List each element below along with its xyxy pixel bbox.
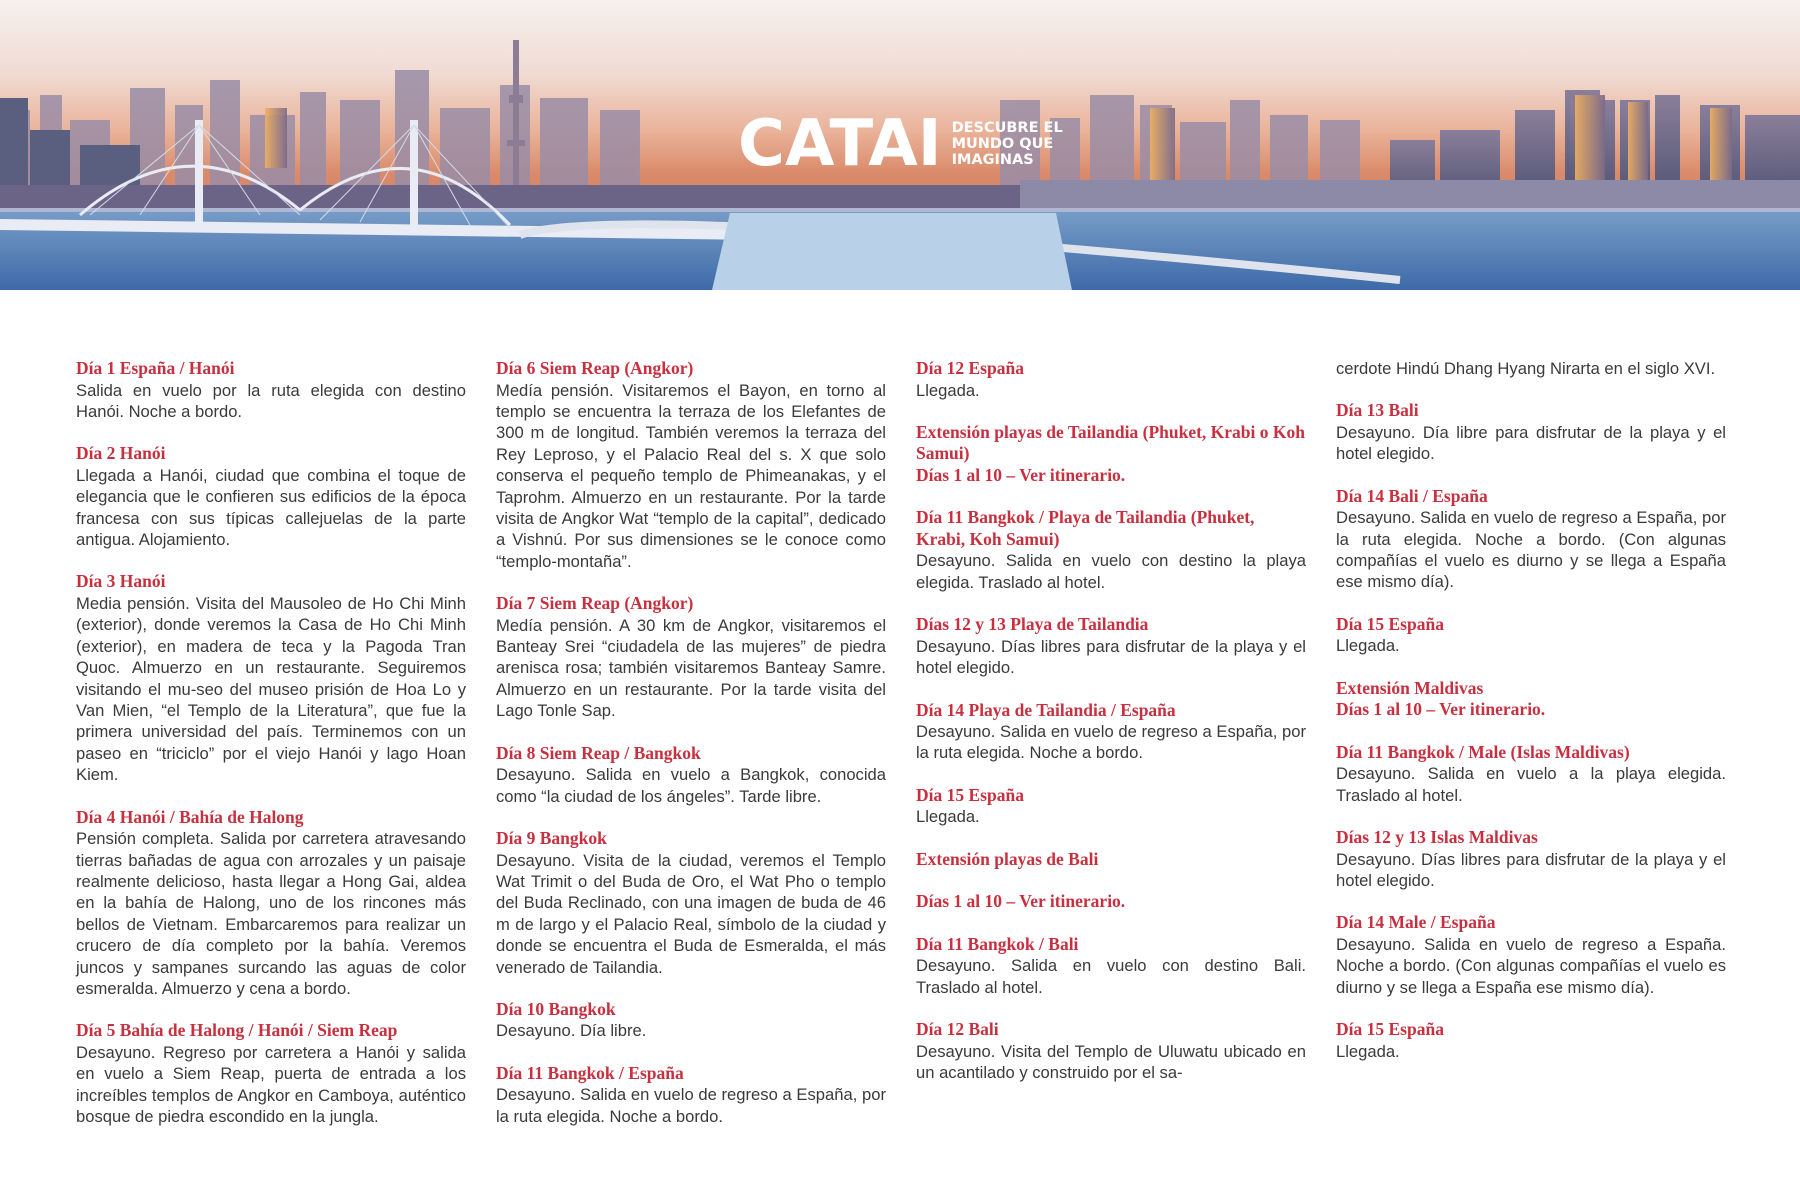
day-entry (916, 700, 1306, 764)
day-entry (1336, 614, 1726, 657)
day-title: Día 11 Bangkok / Male (Islas Maldivas) (1336, 741, 1630, 762)
day-title: Día 13 Bali (1336, 400, 1419, 421)
extension-heading-line: Días 1 al 10 – Ver itinerario. (916, 464, 1126, 485)
day-description: Llegada. (1336, 636, 1400, 656)
day-entry (1336, 486, 1726, 593)
day-title: Día 11 Bangkok / Bali (916, 933, 1079, 954)
banner-tab (712, 213, 1072, 290)
day-title: Día 14 Playa de Tailandia / España (916, 699, 1176, 720)
day-title: Día 15 España (916, 784, 1024, 805)
day-entry (76, 1020, 466, 1127)
day-description: Desayuno. Salida en vuelo a Bangkok, conocida como “la ciudad de los ángeles”. Tarde libre. (496, 765, 886, 806)
day-entry (1336, 358, 1726, 379)
day-entry (496, 1063, 886, 1127)
day-title: Día 10 Bangkok (496, 998, 616, 1019)
day-description: Medía pensión. A 30 km de Angkor, visitaremos el Banteay Srei “ciudadela de las mujeres” de piedra arenisca rosa; también visitaremos Banteay Samre. Almuerzo en un restaurante. Por la tarde visita del Lago Tonle Sap. (496, 615, 886, 721)
day-description: Desayuno. Salida en vuelo de regreso a España, por la ruta elegida. Noche a bordo. (496, 1085, 886, 1126)
extension-heading-line: Días 1 al 10 – Ver itinerario. (916, 891, 1126, 912)
brand-name: CATAI (738, 107, 942, 181)
day-description: Pensión completa. Salida por carretera atravesando tierras bañadas de agua con arrozales y un paisaje realmente delicioso, hasta llegar a Hong Gai, aldea en la bahía de Halong, uno de los rincones más bellos de Vietnam. Embarcaremos para realizar un crucero de día completo por la bahía. Veremos juncos y sampanes surcando las aguas de color esmeralda. Almuerzo y cena a bordo. (76, 829, 466, 998)
day-title: Día 4 Hanói / Bahía de Halong (76, 806, 304, 827)
day-title: Días 12 y 13 Playa de Tailandia (916, 614, 1149, 635)
itinerary (76, 358, 1726, 1158)
day-entry (1336, 827, 1726, 891)
day-title: Día 2 Hanói (76, 443, 166, 464)
itinerary-column-2 (496, 358, 886, 1148)
day-title: Día 5 Bahía de Halong / Hanói / Siem Reap (76, 1020, 398, 1041)
day-entry (496, 358, 886, 572)
day-title: Día 14 Male / España (1336, 912, 1496, 933)
day-description: Desayuno. Salida en vuelo de regreso a España. Noche a bordo. (Con algunas compañías el vuelo es diurno y se llega a España ese mismo día). (1336, 934, 1726, 997)
day-entry (1336, 400, 1726, 464)
day-title: Día 3 Hanói (76, 571, 166, 592)
day-entry (916, 934, 1306, 998)
day-description: Desayuno. Regreso por carretera a Hanói y salida en vuelo a Siem Reap, puerta de entrada a los increíbles templos de Angkor en Camboya, auténtico bosque de piedra escondido en la jungla. (76, 1042, 466, 1127)
brand-tagline: DESCUBRE EL MUNDO QUE IMAGINAS (951, 120, 1063, 168)
day-title: Día 15 España (1336, 613, 1444, 634)
extension-heading-line: Días 1 al 10 – Ver itinerario. (1336, 699, 1546, 720)
day-description: Llegada. (916, 380, 980, 400)
day-description: Desayuno. Visita del Templo de Uluwatu ubicado en un acantilado y construido por el sa- (916, 1041, 1306, 1082)
day-description: Medía pensión. Visitaremos el Bayon, en torno al templo se encuentra la terraza de los Elefantes de 300 m de longitud. También veremos la terraza del Rey Leproso, y el Palacio Real del s. X que solo conserva el pequeño templo de Phimeanakas, y el Taprohm. Almuerzo en un restaurante. Por la tarde visita de Angkor Wat “templo de la capital”, dedicado a Vishnú. Por sus dimensiones se le conoce como “templo-montaña”. (496, 380, 886, 571)
day-entry (916, 358, 1306, 401)
day-description: cerdote Hindú Dhang Hyang Nirarta en el siglo XVI. (1336, 359, 1716, 378)
extension-heading (916, 849, 1306, 871)
day-description: Desayuno. Salida en vuelo de regreso a España, por la ruta elegida. Noche a bordo. (Con algunas compañías el vuelo es diurno y se llega a España ese mismo día). (1336, 508, 1726, 592)
day-entry (916, 785, 1306, 828)
extension-heading-line: Extensión Maldivas (1336, 677, 1484, 698)
day-title: Día 8 Siem Reap / Bangkok (496, 742, 701, 763)
day-description: Desayuno. Salida en vuelo con destino Bali. Traslado al hotel. (916, 956, 1306, 997)
day-entry (496, 593, 886, 722)
day-entry (1336, 1019, 1726, 1062)
day-description: Llegada. (916, 807, 980, 827)
day-title: Día 1 España / Hanói (76, 358, 235, 378)
extension-heading-line: Extensión playas de Bali (916, 848, 1099, 869)
day-entry (496, 743, 886, 807)
extension-heading (1336, 678, 1726, 721)
day-title: Día 9 Bangkok (496, 828, 607, 848)
day-title: Día 7 Siem Reap (Angkor) (496, 593, 694, 614)
day-title: Día 6 Siem Reap (Angkor) (496, 358, 694, 378)
day-title: Día 12 Bali (916, 1019, 999, 1040)
extension-heading-line: Extensión playas de Tailandia (Phuket, Krabi o Koh Samui) (916, 421, 1305, 464)
day-entry (496, 828, 886, 978)
day-description: Desayuno. Día libre. (496, 1021, 647, 1041)
day-entry (76, 358, 466, 422)
day-description: Llegada a Hanói, ciudad que combina el toque de elegancia que le confieren sus edificios de la época francesa con sus típicas callejuelas de la parte antigua. Alojamiento. (76, 465, 466, 550)
day-description: Desayuno. Salida en vuelo de regreso a España, por la ruta elegida. Noche a bordo. (916, 722, 1306, 763)
header-banner (0, 0, 1800, 290)
day-title: Día 14 Bali / España (1336, 485, 1488, 506)
itinerary-column-4 (1336, 358, 1726, 1083)
day-description: Desayuno. Salida en vuelo a la playa elegida. Traslado al hotel. (1336, 764, 1726, 805)
day-description: Desayuno. Salida en vuelo con destino la playa elegida. Traslado al hotel. (916, 551, 1306, 592)
day-entry (1336, 912, 1726, 998)
day-entry (916, 614, 1306, 678)
day-title: Día 15 España (1336, 1019, 1444, 1040)
itinerary-column-3 (916, 358, 1306, 1104)
day-description: Llegada. (1336, 1041, 1400, 1061)
day-description: Desayuno. Días libres para disfrutar de la playa y el hotel elegido. (1336, 849, 1726, 890)
day-title: Días 12 y 13 Islas Maldivas (1336, 827, 1538, 848)
day-description: Desayuno. Visita de la ciudad, veremos el Templo Wat Trimit o del Buda de Oro, el Wat Pho o templo del Buda Reclinado, con una imagen de buda de 46 m de largo y el Palacio Real, símbolo de la ciudad y donde se encuentra el Buda de Esmeralda, el más venerado de Tailandia. (496, 850, 886, 977)
brand-logo (738, 107, 1077, 181)
day-title: Día 11 Bangkok / España (496, 1062, 684, 1083)
day-entry (76, 443, 466, 550)
day-description: Salida en vuelo por la ruta elegida con destino Hanói. Noche a bordo. (76, 380, 466, 421)
day-entry (916, 1019, 1306, 1083)
day-entry (1336, 742, 1726, 806)
itinerary-column-1 (76, 358, 466, 1148)
extension-heading (916, 891, 1306, 913)
extension-heading (916, 422, 1306, 487)
day-entry (496, 999, 886, 1042)
day-entry (76, 807, 466, 1000)
day-title: Día 11 Bangkok / Playa de Tailandia (Phuket, Krabi, Koh Samui) (916, 507, 1255, 549)
day-title: Día 12 España (916, 358, 1024, 378)
day-description: Desayuno. Día libre para disfrutar de la playa y el hotel elegido. (1336, 422, 1726, 464)
day-entry (76, 571, 466, 785)
day-entry (916, 507, 1306, 593)
day-description: Desayuno. Días libres para disfrutar de la playa y el hotel elegido. (916, 636, 1306, 678)
day-description: Media pensión. Visita del Mausoleo de Ho Chi Minh (exterior), donde veremos la Casa de Ho Chi Minh (exterior), en madera de teca y la Pagoda Tran Quoc. Almuerzo en un restaurante. Seguiremos visitando el mu-seo del museo prisión de Hoa Lo y Van Mien, “el Templo de la Literatura”, que fue la primera universidad del país. Terminemos con un paseo en “triciclo” por el viejo Hanói y lago Hoan Kiem. (76, 593, 466, 785)
